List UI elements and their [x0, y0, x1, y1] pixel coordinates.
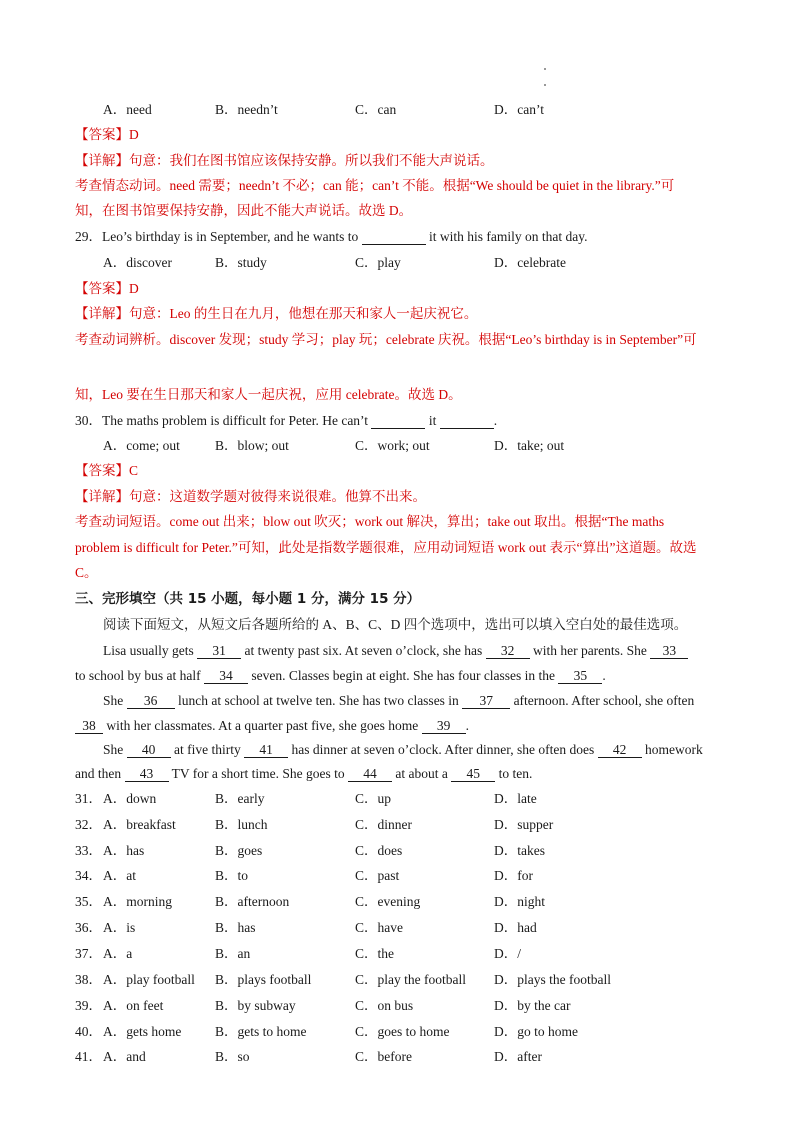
answer-blank [362, 229, 426, 245]
passage-text: and then [75, 766, 122, 781]
blank-number: 38 [75, 718, 103, 734]
option-b: B．blow; out [215, 438, 289, 453]
blank-number: 43 [125, 766, 169, 782]
question-row: 34． [75, 868, 102, 883]
blank-number: 42 [598, 742, 642, 758]
detail-text: 【详解】句意：Leo 的生日在九月，他想在那天和家人一起庆祝它。 [75, 306, 478, 321]
option-a: A．come; out [103, 438, 180, 453]
passage-text: afternoon. After school, she often [513, 693, 695, 708]
decorative-dots [544, 68, 550, 100]
stem-text: 30．The maths problem is difficult for Peter. He can’t [75, 413, 369, 428]
option-d: D．take; out [494, 438, 565, 453]
option-a: A．need [103, 102, 152, 117]
option-a: A．discover [103, 255, 172, 270]
detail-text: 知，Leo 要在生日那天和家人一起庆祝，应用 celebrate。故选 D。 [75, 387, 462, 402]
blank-number: 32 [486, 643, 530, 659]
option-b: B．has [215, 920, 256, 935]
passage-line [103, 642, 688, 660]
option-d: D．late [494, 791, 537, 806]
question-row: 31． [75, 791, 102, 806]
period: . [493, 413, 498, 428]
option-b: B．plays football [215, 972, 312, 987]
option-c: C．goes to home [355, 1024, 450, 1039]
detail-text: problem is difficult for Peter.”可知，此处是指数学题很难，应用动词短语 work out 表示“算出”这道题。故选 [75, 540, 697, 555]
passage-text: at about a [395, 766, 448, 781]
question-row: 39． [75, 998, 102, 1013]
question-30-stem [75, 412, 497, 430]
option-b: B．to [215, 868, 249, 883]
passage-line [75, 667, 606, 685]
section-heading: 三、完形填空（共 15 小题，每小题 1 分，满分 15 分） [75, 591, 421, 607]
option-b: B．early [215, 791, 265, 806]
option-d: D．takes [494, 843, 545, 858]
option-d: D．plays the football [494, 972, 611, 987]
passage-line [103, 741, 703, 759]
passage-text: She [103, 693, 124, 708]
option-a: A．at [103, 868, 136, 883]
option-b: B．gets to home [215, 1024, 307, 1039]
option-a: A．down [103, 791, 157, 806]
passage-line [103, 692, 694, 710]
option-c: C．dinner [355, 817, 412, 832]
blank-number: 40 [127, 742, 171, 758]
detail-text: 【详解】句意：我们在图书馆应该保持安静。所以我们不能大声说话。 [75, 153, 494, 168]
answer-label: 【答案】D [75, 127, 139, 142]
question-row: 41． [75, 1049, 102, 1064]
passage-text: lunch at school at twelve ten. She has two classes in [178, 693, 459, 708]
option-d: D．can’t [494, 102, 544, 117]
option-a: A．a [103, 946, 133, 961]
option-c: C．play [355, 255, 401, 270]
option-b: B．afternoon [215, 894, 290, 909]
passage-text: with her classmates. At a quarter past five, she goes home [106, 718, 419, 733]
answer-blank [440, 413, 494, 429]
option-c: C．work; out [355, 438, 430, 453]
stem-text: it [428, 413, 437, 428]
option-d: D．night [494, 894, 546, 909]
detail-text: 考查动词短语。come out 出来；blow out 吹灭；work out 解决，算出；take out 取出。根据“The maths [75, 514, 665, 529]
option-a: A．on feet [103, 998, 164, 1013]
section-instruction: 阅读下面短文，从短文后各题所给的 A、B、C、D 四个选项中，选出可以填入空白处的最佳选项。 [103, 617, 688, 632]
passage-text: has dinner at seven o’clock. After dinner, she often does [291, 742, 595, 757]
passage-text: to school by bus at half [75, 668, 201, 683]
option-d: D．celebrate [494, 255, 566, 270]
option-b: B．study [215, 255, 267, 270]
option-a: A．play football [103, 972, 195, 987]
passage-text: at twenty past six. At seven o’clock, she has [244, 643, 483, 658]
option-d: D．had [494, 920, 537, 935]
blank-number: 41 [244, 742, 288, 758]
stem-text: it with his family on that day. [429, 229, 588, 244]
blank-number: 35 [558, 668, 602, 684]
option-b: B．by subway [215, 998, 296, 1013]
option-c: C．play the football [355, 972, 466, 987]
passage-text: homework [644, 742, 703, 757]
option-b: B．so [215, 1049, 250, 1064]
passage-text: . [465, 718, 470, 733]
question-row: 37． [75, 946, 102, 961]
question-row: 36． [75, 920, 102, 935]
answer-label: 【答案】C [75, 463, 139, 478]
question-29-stem [75, 228, 588, 246]
option-d: D．supper [494, 817, 554, 832]
option-c: C．does [355, 843, 403, 858]
blank-number: 44 [348, 766, 392, 782]
option-c: C．on bus [355, 998, 414, 1013]
blank-number: 39 [422, 718, 466, 734]
detail-text: 考查动词辨析。discover 发现；study 学习；play 玩；celebrate 庆祝。根据“Leo’s birthday is in September”可 [75, 332, 697, 347]
passage-text: She [103, 742, 124, 757]
option-d: D．for [494, 868, 533, 883]
detail-text: 考查情态动词。need 需要；needn’t 不必；can 能；can’t 不能。根据“We should be quiet in the library.”可 [75, 178, 675, 193]
option-a: A．gets home [103, 1024, 182, 1039]
passage-line [75, 717, 469, 735]
option-c: C．the [355, 946, 394, 961]
question-row: 40． [75, 1024, 102, 1039]
option-a: A．morning [103, 894, 172, 909]
option-c: C．past [355, 868, 400, 883]
answer-label: 【答案】D [75, 281, 139, 296]
option-b: B．lunch [215, 817, 268, 832]
passage-text: seven. Classes begin at eight. She has four classes in the [251, 668, 556, 683]
option-d: D．go to home [494, 1024, 578, 1039]
option-d: D．/ [494, 946, 521, 961]
passage-text: Lisa usually gets [103, 643, 194, 658]
blank-number: 45 [451, 766, 495, 782]
option-a: A．has [103, 843, 145, 858]
question-row: 38． [75, 972, 102, 987]
question-row: 33． [75, 843, 102, 858]
blank-number: 36 [127, 693, 175, 709]
blank-number: 33 [650, 643, 688, 659]
option-c: C．have [355, 920, 403, 935]
option-a: A．is [103, 920, 136, 935]
option-d: D．after [494, 1049, 542, 1064]
blank-number: 37 [462, 693, 510, 709]
passage-text: TV for a short time. She goes to [171, 766, 345, 781]
question-row: 35． [75, 894, 102, 909]
answer-blank [371, 413, 425, 429]
option-b: B．an [215, 946, 251, 961]
option-a: A．breakfast [103, 817, 176, 832]
passage-text: at five thirty [174, 742, 241, 757]
detail-text: 知，在图书馆要保持安静，因此不能大声说话。故选 D。 [75, 203, 413, 218]
passage-text: to ten. [498, 766, 533, 781]
stem-text: 29．Leo’s birthday is in September, and he wants to [75, 229, 359, 244]
blank-number: 34 [204, 668, 248, 684]
option-d: D．by the car [494, 998, 571, 1013]
passage-line [75, 765, 532, 783]
option-c: C．can [355, 102, 397, 117]
question-row: 32． [75, 817, 102, 832]
option-b: B．needn’t [215, 102, 278, 117]
detail-text: 【详解】句意：这道数学题对彼得来说很难。他算不出来。 [75, 489, 426, 504]
option-c: C．up [355, 791, 392, 806]
option-b: B．goes [215, 843, 263, 858]
passage-text: with her parents. She [532, 643, 647, 658]
detail-text: C。 [75, 565, 98, 580]
passage-text: . [602, 668, 606, 683]
option-c: C．evening [355, 894, 421, 909]
option-c: C．before [355, 1049, 412, 1064]
option-a: A．and [103, 1049, 146, 1064]
blank-number: 31 [197, 643, 241, 659]
